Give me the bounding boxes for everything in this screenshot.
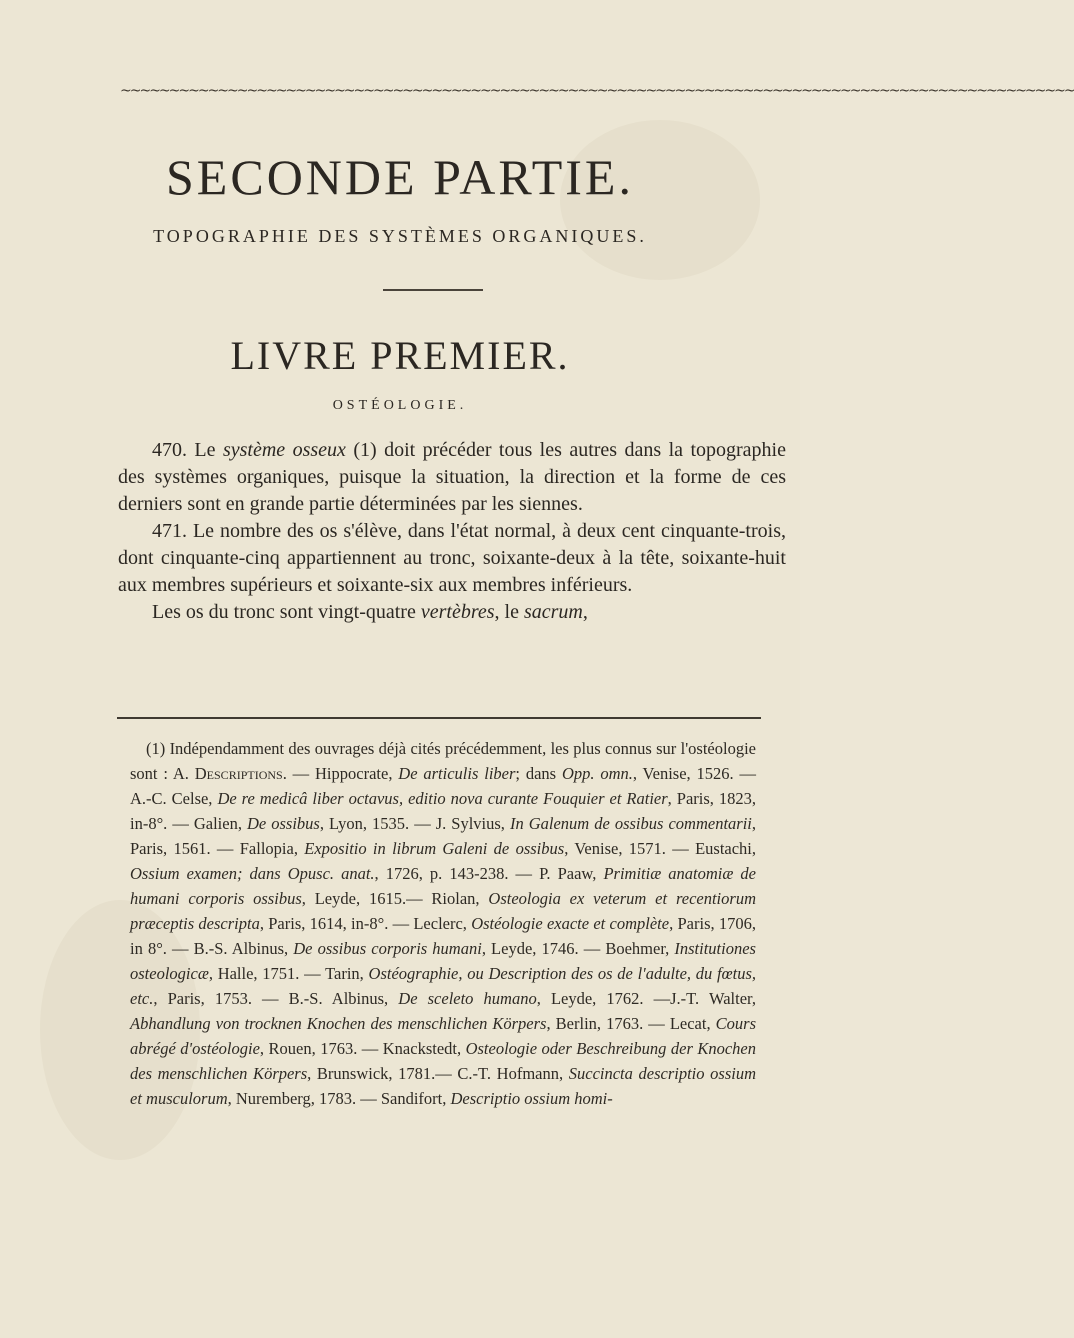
italic-term: vertèbres [420,601,495,623]
text-run: . — Hippocrate, [282,764,399,783]
italic-title: De ossibus [246,814,320,833]
text-run: , Berlin, 1763. — Lecat, [546,1014,716,1033]
italic-title: Ostéologie exacte et complète [471,914,670,933]
italic-title: De ossibus corporis humani [293,939,482,958]
small-caps-run: Descriptions [194,764,283,783]
italic-title: Ossium examen; dans Opusc. anat. [130,864,375,883]
paragraph-471: 471. Le nombre des os s'élève, dans l'état normal, à deux cent cinquante-trois, dont cinquante-cinq appartiennent au tronc, soixante-deux à la tête, soixante-huit aux membres supérieurs et soixante-six aux membres inférieurs. [118,520,786,596]
italic-title: Opp. omn. [561,764,633,783]
text-run: , le [494,601,524,623]
text-run: , Halle, 1751. — Tarin, [208,964,369,983]
footnote [130,736,756,1111]
italic-title: Institutiones osteologicæ [130,939,756,983]
text-run: , [582,601,588,623]
text-run: , 1726, p. 143-238. — P. Paaw, [374,864,604,883]
part-title: SECONDE PARTIE. [166,149,634,205]
main-text [118,437,786,626]
text-run: , Lyon, 1535. — J. Sylvius, [319,814,510,833]
text-run: Les os du tronc sont vingt-quatre [152,601,421,623]
italic-title: De re medicâ liber octavus, editio nova curante Fouquier et Ratier [217,789,668,808]
italic-title: Osteologia ex veterum et recentiorum præceptis descripta [130,889,756,933]
text-run: , Nuremberg, 1783. — Sandifort, [227,1089,451,1108]
italic-title: Osteologie oder Beschreibung der Knochen des menschlichen Körpers [130,1039,756,1083]
italic-title: In Galenum de ossibus commentarii [509,814,752,833]
italic-title: Cours abrégé d'ostéologie [130,1014,756,1058]
text-run: , Leyde, 1762. —J.-T. Walter, [536,989,756,1008]
italic-title: Ostéographie, ou Description des os de l'adulte, du fœtus, etc. [130,964,757,1008]
text-run: , Leyde, 1615.— Riolan, [301,889,489,908]
text-run: , Paris, 1561. — Fallopia, [130,814,756,858]
italic-title: Abhandlung von trocknen Knochen des menschlichen Körpers [130,1014,547,1033]
italic-term: système osseux [222,439,346,461]
paragraph-tronc [118,599,786,626]
text-run: , Paris, 1614, in-8°. — Leclerc, [259,914,472,933]
paragraph-470 [118,437,786,518]
italic-title: Primitiæ anatomiæ de humani corporis ossibus [130,864,757,908]
footnote-divider [117,717,761,719]
text-run: 470. Le [152,439,223,461]
italic-title: Expositio in librum Galeni de ossibus [304,839,565,858]
italic-title: Descriptio ossium homi- [450,1089,613,1108]
text-run: , Paris, 1753. — B.-S. Albinus, [153,989,399,1008]
ornamental-rule: ~~~~~~~~~~~~~~~~~~~~~~~~~~~~~~~~~~~~~~~~~~~~~~~~~~~~~~~~~~~~~~~~~~~~~~~~~~~~~~~~~~~~~~~~~~~~~~~~~~ [120,83,1074,99]
text-run: , Paris, 1823, in-8°. — Galien, [130,789,757,833]
title-divider [383,289,483,291]
italic-title: De articulis liber [398,764,516,783]
part-subtitle: TOPOGRAPHIE DES SYSTÈMES ORGANIQUES. [153,226,647,246]
text-run: , Leyde, 1746. — Boehmer, [481,939,675,958]
footnote-paragraph [130,736,756,1111]
text-run: (1) doit précéder tous les autres dans la topographie des systèmes organiques, puisque la situation, la direction et la forme de ces derniers sont en grande partie déterminées par les siennes. [118,439,786,515]
text-run: , Venise, 1571. — Eustachi, [564,839,757,858]
italic-title: Succincta descriptio ossium et musculorum [130,1064,756,1108]
text-run: ; dans [515,764,562,783]
text-run: (1) Indépendamment des ouvrages déjà cités précédemment, les plus connus sur l'ostéologie sont : A. [130,739,756,783]
section-title: OSTÉOLOGIE. [332,398,468,413]
text-run: , Venise, 1526. — A.-C. Celse, [130,764,756,808]
book-title: LIVRE PREMIER. [230,333,570,378]
text-run: , Paris, 1706, in 8°. — B.-S. Albinus, [130,914,757,958]
italic-term: sacrum [523,601,583,623]
italic-title: De sceleto humano [398,989,537,1008]
text-run: , Rouen, 1763. — Knackstedt, [259,1039,466,1058]
text-run: , Brunswick, 1781.— C.-T. Hofmann, [307,1064,569,1083]
